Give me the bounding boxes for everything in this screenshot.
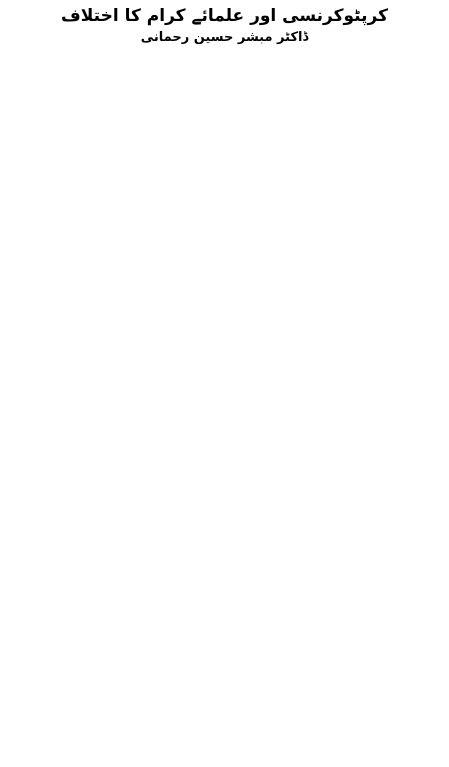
- article-title: کرپٹوکرنسی اور علمائے کرام کا اختلاف: [61, 6, 388, 26]
- article-body: [6, 72, 443, 732]
- article-byline: ڈاکٹر مبشر حسین رحمانی: [140, 30, 309, 45]
- article-subhead: [6, 52, 431, 70]
